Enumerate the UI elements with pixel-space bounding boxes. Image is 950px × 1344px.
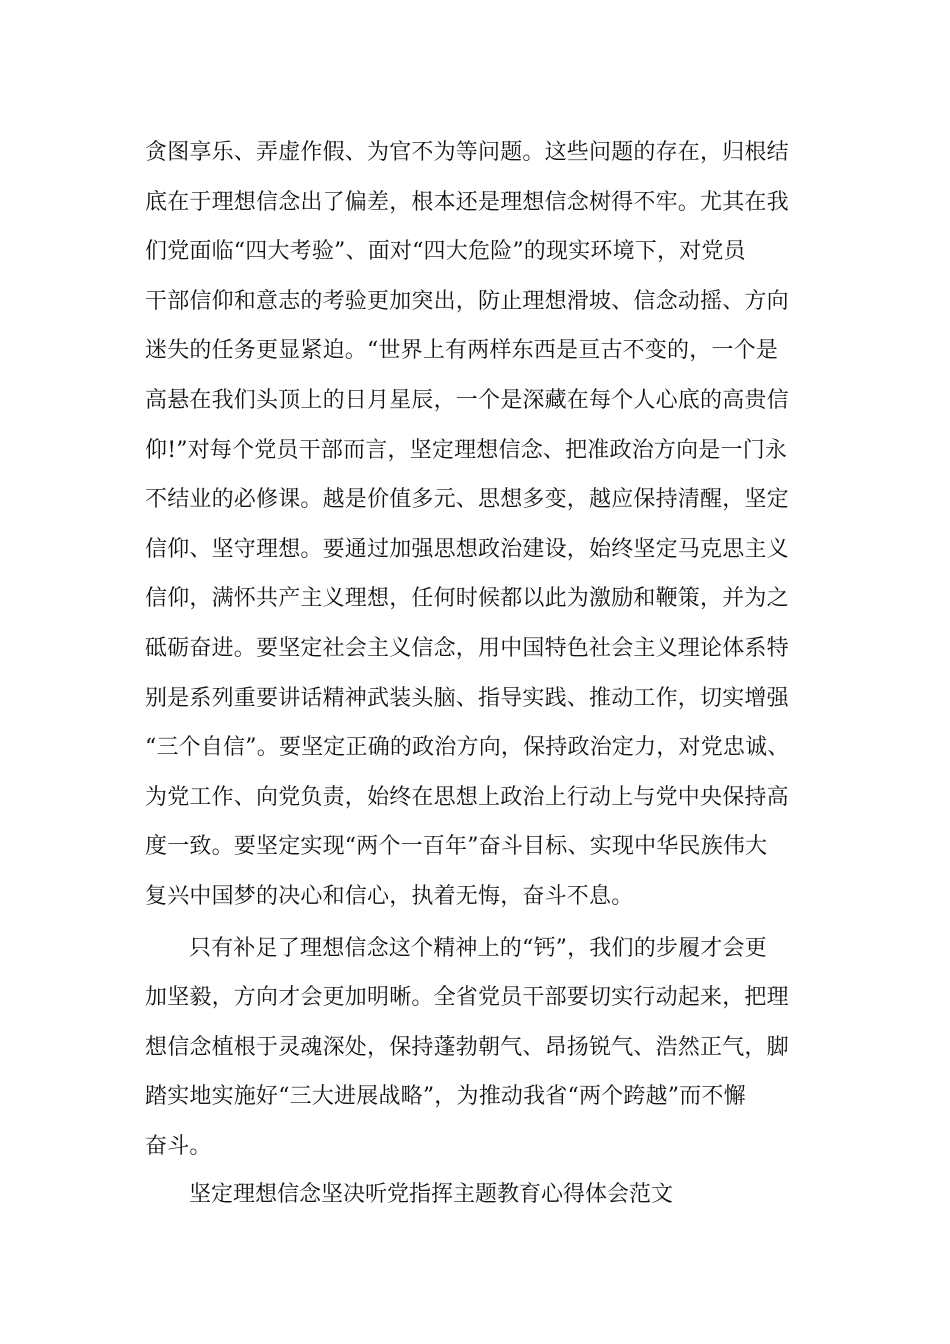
text-line: 底在于理想信念出了偏差，根本还是理想信念树得不牢。尤其在我 [145,189,789,215]
text-line: 高悬在我们头顶上的日月星辰，一个是深藏在每个人心底的高贵信 [145,387,789,413]
text-line: 仰!”对每个党员干部而言，坚定理想信念、把准政治方向是一门永 [145,437,788,463]
text-line: “三个自信”。要坚定正确的政治方向，保持政治定力，对党忠诚、 [145,735,790,761]
text-line: 度一致。要坚定实现“两个一百年”奋斗目标、实现中华民族伟大 [145,834,768,860]
text-line: 干部信仰和意志的考验更加突出，防止理想滑坡、信念动摇、方向 [145,288,789,314]
paragraph-2 [145,924,850,1172]
text-line: 别是系列重要讲话精神武装头脑、指导实践、推动工作，切实增强 [145,685,789,711]
text-line: 想信念植根于灵魂深处，保持蓬勃朝气、昂扬锐气、浩然正气，脚 [145,1034,789,1060]
text-line: 信仰、坚守理想。要通过加强思想政治建设，始终坚定马克思主义 [145,536,789,562]
text-line: 为党工作、向党负责，始终在思想上政治上行动上与党中央保持高 [145,784,789,810]
text-line: 们党面临“四大考验”、面对“四大危险”的现实环境下，对党员 [145,239,746,265]
text-line: 加坚毅，方向才会更加明晰。全省党员干部要切实行动起来，把理 [145,985,789,1011]
text-line: 不结业的必修课。越是价值多元、思想多变，越应保持清醒，坚定 [145,487,789,513]
paragraph-1 [145,128,850,922]
text-line: 复兴中国梦的决心和信心，执着无悔，奋斗不息。 [145,883,634,909]
text-line: 迷失的任务更显紧迫。“世界上有两样东西是亘古不变的，一个是 [145,338,779,364]
text-line: 信仰，满怀共产主义理想，任何时候都以此为激励和鞭策，并为之 [145,586,789,612]
text-line: 只有补足了理想信念这个精神上的“钙”，我们的步履才会更 [189,935,767,961]
document-body [145,128,850,1171]
text-line: 贪图享乐、弄虚作假、为官不为等问题。这些问题的存在，归根结 [145,140,789,165]
text-line: 砥砺奋进。要坚定社会主义信念，用中国特色社会主义理论体系特 [145,635,789,661]
text-line: 奋斗。 [145,1133,212,1159]
text-line: 踏实地实施好“三大进展战略”，为推动我省“两个跨越”而不懈 [145,1084,746,1110]
next-article-title: 坚定理想信念坚决听党指挥主题教育心得体会范文 [189,1182,674,1207]
